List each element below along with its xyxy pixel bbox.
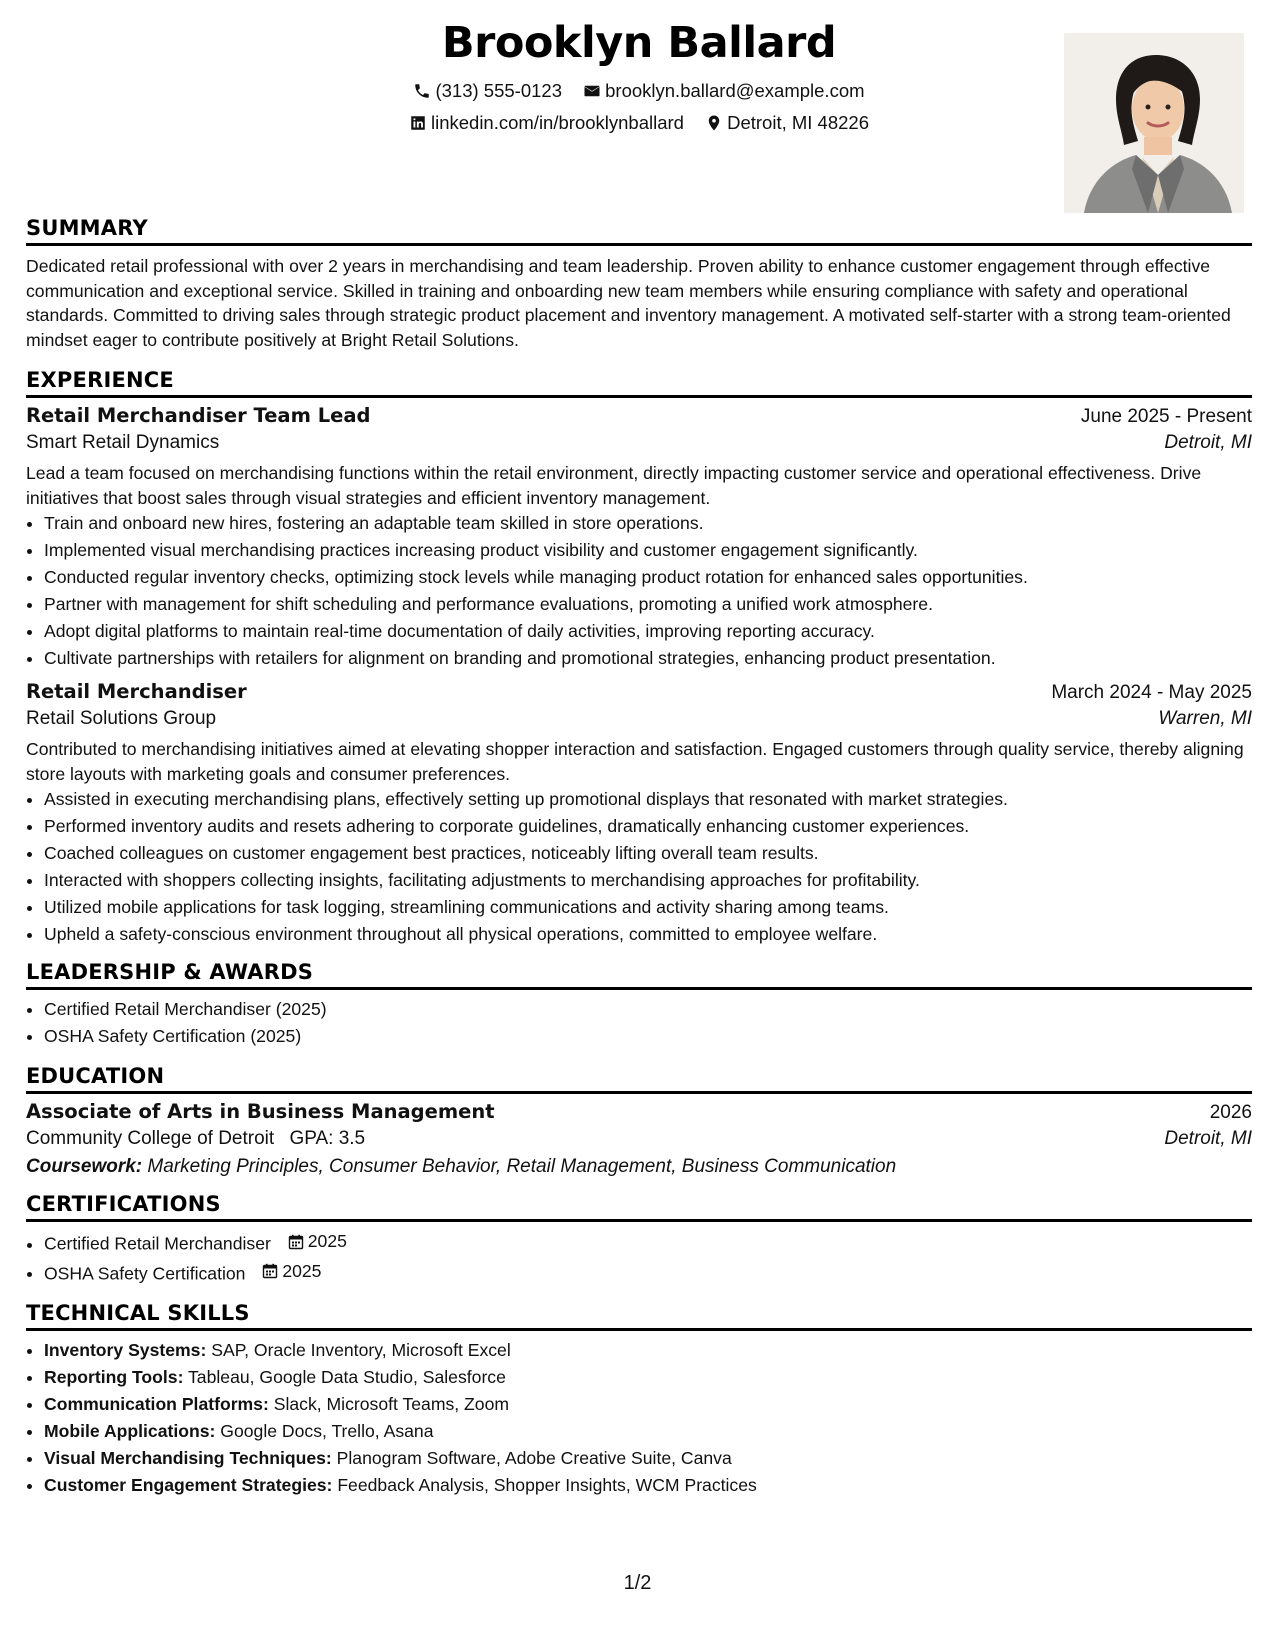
skill-label: Visual Merchandising Techniques: — [44, 1448, 332, 1468]
skills-heading: TECHNICAL SKILLS — [26, 1301, 1252, 1331]
experience-heading: EXPERIENCE — [26, 368, 1252, 398]
list-item: • Interacted with shoppers collecting insights, facilitating adjustments to merchandising approaches for profitability. — [44, 867, 1252, 894]
coursework — [26, 1156, 1252, 1178]
cert-date — [288, 1228, 347, 1255]
list-item: • Partner with management for shift scheduling and performance evaluations, promoting a unified work atmosphere. — [44, 591, 1252, 618]
job-company: Smart Retail Dynamics — [26, 432, 220, 453]
summary-section — [26, 216, 1252, 352]
list-item — [44, 1364, 1252, 1391]
cert-year: 2025 — [282, 1260, 322, 1281]
list-item: • Cultivate partnerships with retailers for alignment on branding and promotional strategies, enhancing product presentation. — [44, 645, 1252, 672]
list-item — [44, 1472, 1252, 1499]
skill-value: Google Docs, Trello, Asana — [220, 1421, 434, 1441]
job-company-row — [26, 708, 1252, 730]
job-dates: March 2024 - May 2025 — [1051, 682, 1252, 703]
linkedin-contact[interactable] — [409, 112, 684, 134]
list-item: • Implemented visual merchandising practices increasing product visibility and customer engagement significantly. — [44, 537, 1252, 564]
cert-name: OSHA Safety Certification — [44, 1263, 246, 1283]
job-title: Retail Merchandiser Team Lead — [26, 404, 371, 427]
school-name: Community College of Detroit — [26, 1128, 275, 1149]
job-description: Lead a team focused on merchandising functions within the retail environment, directly impacting customer service and operational effectiveness. Drive initiatives that boost sales through visual strategies and efficient inventory management. — [26, 463, 1202, 508]
skills-list — [26, 1337, 1252, 1499]
leadership-section — [26, 960, 1252, 1050]
map-pin-icon — [705, 114, 723, 132]
graduation-year: 2026 — [1209, 1102, 1252, 1123]
list-item: • OSHA Safety Certification (2025) — [44, 1023, 1252, 1050]
cert-year: 2025 — [307, 1231, 347, 1251]
cert-date — [262, 1258, 321, 1285]
list-item — [44, 1228, 1252, 1258]
page-number: 1/2 — [623, 1572, 652, 1594]
email-contact[interactable] — [583, 80, 864, 102]
calendar-icon — [288, 1234, 304, 1250]
job-bullets — [26, 510, 1252, 672]
school-and-gpa — [26, 1128, 365, 1150]
job-title: Retail Merchandiser — [26, 680, 247, 703]
list-item: • Adopt digital platforms to maintain real-time documentation of daily activities, improving reporting accuracy. — [44, 618, 1252, 645]
skill-value: Feedback Analysis, Shopper Insights, WCM Practices — [337, 1475, 757, 1495]
location-contact — [705, 112, 869, 134]
education-heading: EDUCATION — [26, 1064, 1252, 1094]
gpa: GPA: 3.5 — [289, 1128, 366, 1149]
envelope-icon — [583, 82, 601, 100]
profile-photo-image — [1064, 33, 1244, 213]
list-item: • Coached colleagues on customer engagement best practices, noticeably lifting overall team results. — [44, 840, 1252, 867]
job-bullets — [26, 786, 1252, 948]
job-entry-1 — [26, 404, 1252, 672]
job-description: Contributed to merchandising initiatives aimed at elevating shopper interaction and satisfaction. Engaged customers through quality service, thereby aligning store layouts with marketing goals and consumer preferences. — [26, 739, 1244, 784]
cert-name: Certified Retail Merchandiser — [44, 1233, 271, 1254]
candidate-name: Brooklyn Ballard — [441, 18, 837, 68]
location-text: Detroit, MI 48226 — [727, 112, 869, 133]
job-location: Detroit, MI — [1164, 432, 1252, 453]
skills-section — [26, 1301, 1252, 1499]
list-item: • Conducted regular inventory checks, optimizing stock levels while managing product rotation for enhanced sales opportunities. — [44, 564, 1252, 591]
skill-label: Customer Engagement Strategies: — [44, 1475, 333, 1495]
list-item — [44, 1391, 1252, 1418]
job-location: Warren, MI — [1158, 708, 1252, 729]
skill-value: Tableau, Google Data Studio, Salesforce — [188, 1367, 506, 1387]
school-location: Detroit, MI — [1164, 1128, 1252, 1149]
phone-text: (313) 555-0123 — [435, 80, 562, 101]
profile-photo — [1064, 33, 1244, 213]
skill-value: SAP, Oracle Inventory, Microsoft Excel — [211, 1340, 511, 1360]
list-item — [44, 1418, 1252, 1445]
skill-label: Mobile Applications: — [44, 1421, 216, 1441]
list-item — [44, 1337, 1252, 1364]
list-item: • Assisted in executing merchandising plans, effectively setting up promotional displays that resonated with market strategies. — [44, 786, 1252, 813]
certifications-heading: CERTIFICATIONS — [26, 1192, 1252, 1222]
coursework-list: Marketing Principles, Consumer Behavior, Retail Management, Business Communication — [147, 1156, 897, 1177]
job-company: Retail Solutions Group — [26, 708, 217, 729]
education-section — [26, 1064, 1252, 1178]
list-item: • Train and onboard new hires, fostering an adaptable team skilled in store operations. — [44, 510, 1252, 537]
experience-section — [26, 368, 1252, 948]
job-header-row — [26, 680, 1252, 704]
summary-text: Dedicated retail professional with over 2 years in merchandising and team leadership. Proven ability to enhance customer engagement through effective communication and exceptional service. Skilled in training and onboarding new team members while ensuring compliance with safety and operational standards. Committed to driving sales through strategic product placement and inventory management. A motivated self-starter with a strong team-oriented mindset eager to contribute positively at Bright Retail Solutions. — [26, 256, 1231, 350]
degree: Associate of Arts in Business Management — [26, 1100, 495, 1123]
list-item: • Certified Retail Merchandiser (2025) — [44, 996, 1252, 1023]
certifications-list — [26, 1228, 1252, 1287]
list-item: • Utilized mobile applications for task logging, streamlining communications and activity sharing among teams. — [44, 894, 1252, 921]
skill-value: Slack, Microsoft Teams, Zoom — [273, 1394, 510, 1414]
certifications-section — [26, 1192, 1252, 1287]
summary-heading: SUMMARY — [26, 216, 1252, 246]
skill-label: Communication Platforms: — [44, 1394, 269, 1414]
skill-label: Reporting Tools: — [44, 1367, 184, 1387]
linkedin-text[interactable]: linkedin.com/in/brooklynballard — [430, 112, 684, 133]
leadership-heading: LEADERSHIP & AWARDS — [26, 960, 1252, 990]
linkedin-icon — [409, 114, 427, 132]
skill-label: Inventory Systems: — [44, 1340, 207, 1360]
job-company-row — [26, 432, 1252, 454]
coursework-label: Coursework: — [26, 1156, 143, 1177]
leadership-list — [26, 996, 1252, 1050]
education-degree-row — [26, 1100, 1252, 1124]
email-text[interactable]: brooklyn.ballard@example.com — [605, 80, 865, 101]
list-item — [44, 1258, 1252, 1288]
job-header-row — [26, 404, 1252, 428]
list-item: • Upheld a safety-conscious environment throughout all physical operations, committed to employee welfare. — [44, 921, 1252, 948]
education-school-row — [26, 1128, 1252, 1150]
skill-value: Planogram Software, Adobe Creative Suite, Canva — [336, 1448, 732, 1468]
job-entry-2 — [26, 680, 1252, 948]
resume-header — [26, 0, 1252, 216]
phone-contact — [413, 80, 562, 102]
phone-icon — [413, 82, 431, 100]
job-dates: June 2025 - Present — [1080, 406, 1252, 427]
list-item — [44, 1445, 1252, 1472]
calendar-icon — [262, 1263, 278, 1279]
resume-page — [26, 0, 1252, 1499]
list-item: • Performed inventory audits and resets adhering to corporate guidelines, dramatically enhancing customer experiences. — [44, 813, 1252, 840]
